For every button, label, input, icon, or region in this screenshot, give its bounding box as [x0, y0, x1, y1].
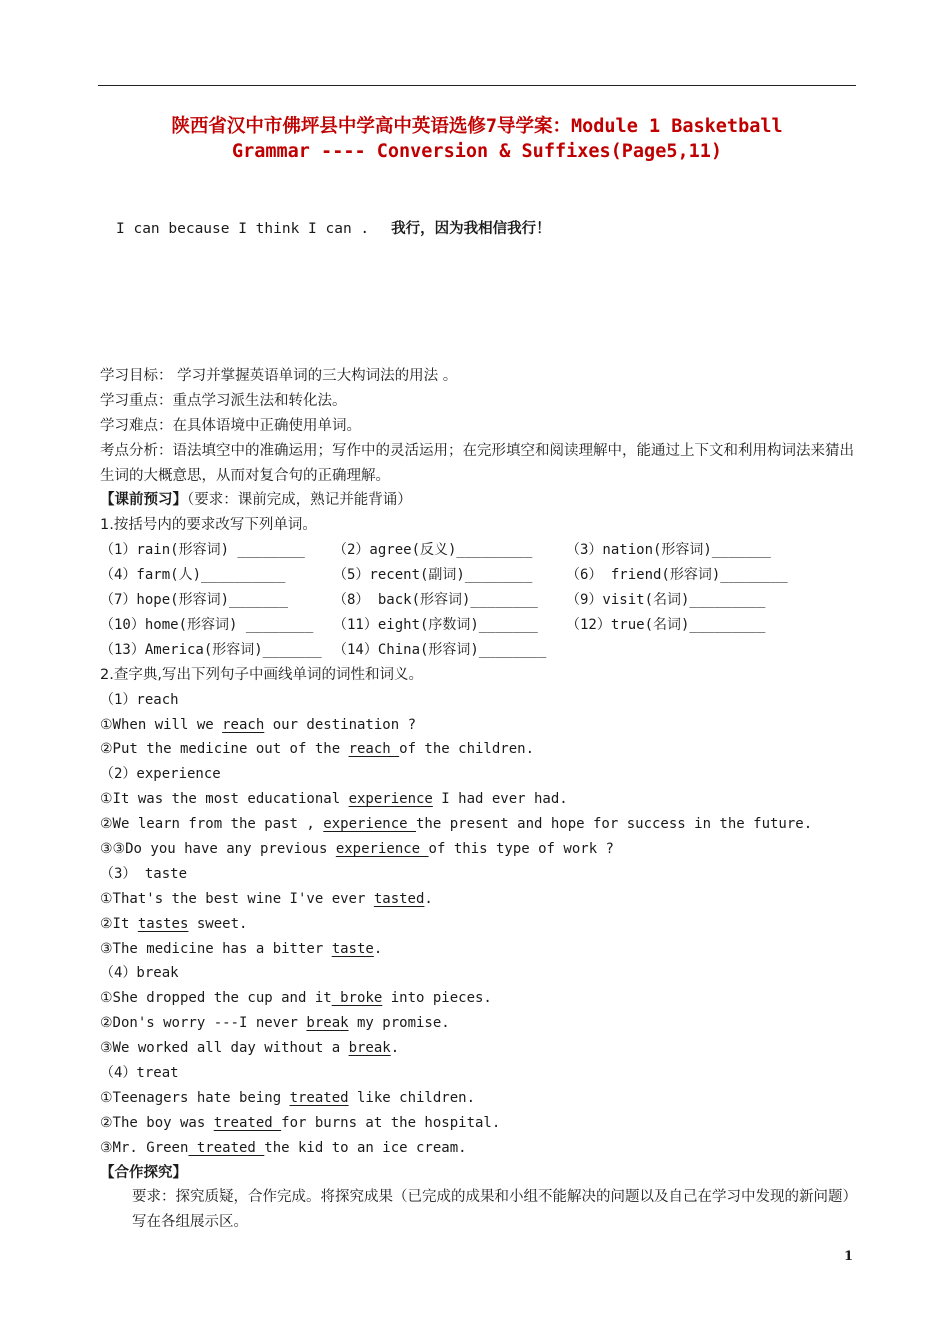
task1-item: （4）farm(人)__________	[100, 567, 286, 584]
underlined-word: experience	[348, 791, 433, 808]
task2-heading: 2.查字典,写出下列句子中画线单词的词性和词义。	[100, 666, 423, 683]
task1-item: （11）eight(序数词)_______	[333, 616, 538, 633]
example-sentence	[100, 837, 858, 862]
task1-item: （9）visit(名词)_________	[566, 592, 766, 609]
example-sentence	[100, 1111, 858, 1136]
example-sentence	[100, 713, 858, 738]
underlined-word: broke	[331, 990, 383, 1007]
word-group-heading: （1）reach	[100, 691, 179, 708]
sentence-text: ②We learn from the past ,	[100, 816, 324, 833]
sentence-text: ②The boy was	[100, 1114, 214, 1131]
exam-analysis: 考点分析：语法填空中的准确运用；写作中的灵活运用；在完形填空和阅读理解中，能通过上下文和利用构词法来猜出生词的大概意思，从而对复合句的正确理解。	[100, 442, 854, 484]
underlined-word: treated	[213, 1114, 282, 1131]
preview-head: 【课前预习】	[100, 492, 187, 509]
learning-goal: 学习目标： 学习并掌握英语单词的三大构词法的用法 。	[100, 368, 458, 384]
word-group-heading: （4）treat	[100, 1064, 179, 1081]
example-sentence	[100, 787, 858, 812]
preview-requirement: （要求：课前完成，熟记并能背诵）	[187, 492, 412, 509]
task1-rows	[100, 538, 858, 662]
sentence-text: of the children.	[399, 741, 534, 758]
example-sentence	[100, 1086, 858, 1111]
sentence-text: ①That's the best wine I've ever	[100, 890, 374, 907]
coop-heading: 【合作探究】	[100, 1164, 187, 1181]
page-title	[98, 114, 856, 164]
underlined-word: treated	[289, 1089, 349, 1106]
sentence-text: the present and hope for success in the future.	[416, 816, 813, 833]
word-group-heading: （3） taste	[100, 865, 188, 882]
sentence-text: ①Teenagers hate being	[100, 1089, 290, 1106]
task1-item: （14）China(形容词)________	[333, 641, 547, 658]
task1-item: （7）hope(形容词)_______	[100, 592, 289, 609]
word-group-heading: （4）break	[100, 965, 179, 982]
sentence-text: our destination ?	[264, 716, 416, 733]
task1-heading: 1.按括号内的要求改写下列单词。	[100, 517, 317, 534]
example-sentence	[100, 937, 858, 962]
underlined-word: break	[348, 1040, 391, 1057]
example-sentence	[100, 1011, 858, 1036]
word-group-heading: （2）experience	[100, 766, 221, 783]
task1-item: （1）rain(形容词) ________	[100, 542, 305, 559]
sentence-text: the kid to an ice cream.	[264, 1139, 467, 1156]
underlined-word: treated	[188, 1139, 265, 1156]
example-sentence	[100, 737, 858, 762]
sentence-text: .	[373, 940, 383, 957]
document-body	[100, 364, 858, 1235]
sentence-text: .	[390, 1040, 400, 1057]
underlined-word: tastes	[137, 915, 189, 932]
sentence-text: ①She dropped the cup and it	[100, 990, 332, 1007]
task1-row	[100, 538, 858, 563]
page-number: 1	[844, 1249, 854, 1264]
task1-item: （3）nation(形容词)_______	[566, 542, 771, 559]
task1-row	[100, 613, 858, 638]
sentence-text: ①When will we	[100, 716, 223, 733]
sentence-text: ③Mr. Green	[100, 1139, 189, 1156]
task1-item: （12）true(名词)_________	[566, 616, 766, 633]
sentence-text: into pieces.	[382, 990, 492, 1007]
task1-item: （8） back(形容词)________	[333, 592, 538, 609]
learning-difficulty: 学习难点：在具体语境中正确使用单词。	[100, 417, 361, 434]
underlined-word: experience	[323, 816, 416, 833]
motto-en: I can because I think I can .	[116, 221, 370, 237]
sentence-text: I had ever had.	[432, 791, 568, 808]
header-rule	[98, 85, 856, 86]
sentence-text: like children.	[348, 1089, 476, 1106]
sentence-text: ②Put the medicine out of the	[100, 741, 349, 758]
underlined-word: reach	[348, 741, 400, 758]
task1-item: （10）home(形容词) ________	[100, 616, 314, 633]
sentence-text: ②It	[100, 915, 138, 932]
underlined-word: reach	[222, 716, 265, 733]
sentence-text: of this type of work ?	[428, 840, 614, 857]
example-sentence	[100, 986, 858, 1011]
task1-item: （13）America(形容词)_______	[100, 641, 322, 658]
motto	[116, 217, 551, 238]
sentence-text: ①It was the most educational	[100, 791, 349, 808]
task1-row	[100, 588, 858, 613]
task1-item: （5）recent(副词)________	[333, 567, 533, 584]
sentence-text: for burns at the hospital.	[281, 1114, 501, 1131]
task1-item: （6） friend(形容词)________	[566, 567, 788, 584]
underlined-word: experience	[335, 840, 429, 857]
sentence-text: ②Don's worry ---I never	[100, 1015, 307, 1032]
learning-focus: 学习重点：重点学习派生法和转化法。	[100, 392, 347, 409]
task1-row	[100, 563, 858, 588]
task2-groups	[100, 688, 858, 1161]
example-sentence	[100, 1136, 858, 1161]
preview-heading	[100, 488, 858, 513]
example-sentence	[100, 1036, 858, 1061]
sentence-text: sweet.	[188, 915, 248, 932]
task1-item	[566, 638, 826, 663]
underlined-word: tasted	[373, 890, 425, 907]
sentence-text: ③The medicine has a bitter	[100, 940, 332, 957]
underlined-word: taste	[331, 940, 374, 957]
title-line-2: Grammar ---- Conversion & Suffixes(Page5,11)	[231, 141, 723, 162]
task1-row	[100, 638, 858, 663]
motto-cn: 我行，因为我相信我行！	[391, 221, 551, 237]
task1-item: （2）agree(反义)_________	[333, 542, 533, 559]
sentence-text: ③We worked all day without a	[100, 1040, 349, 1057]
title-line-1: 陕西省汉中市佛坪县中学高中英语选修7导学案：Module 1 Basketball	[171, 116, 783, 137]
underlined-word: break	[306, 1015, 349, 1032]
example-sentence	[100, 887, 858, 912]
sentence-text: ③③Do you have any previous	[100, 840, 336, 857]
sentence-text: my promise.	[348, 1015, 450, 1032]
example-sentence	[100, 912, 858, 937]
sentence-text: .	[424, 890, 433, 907]
example-sentence	[100, 812, 858, 837]
coop-requirement: 要求：探究质疑，合作完成。将探究成果（已完成的成果和小组不能解决的问题以及自己在学习中发现的新问题）写在各组展示区。	[132, 1189, 857, 1231]
